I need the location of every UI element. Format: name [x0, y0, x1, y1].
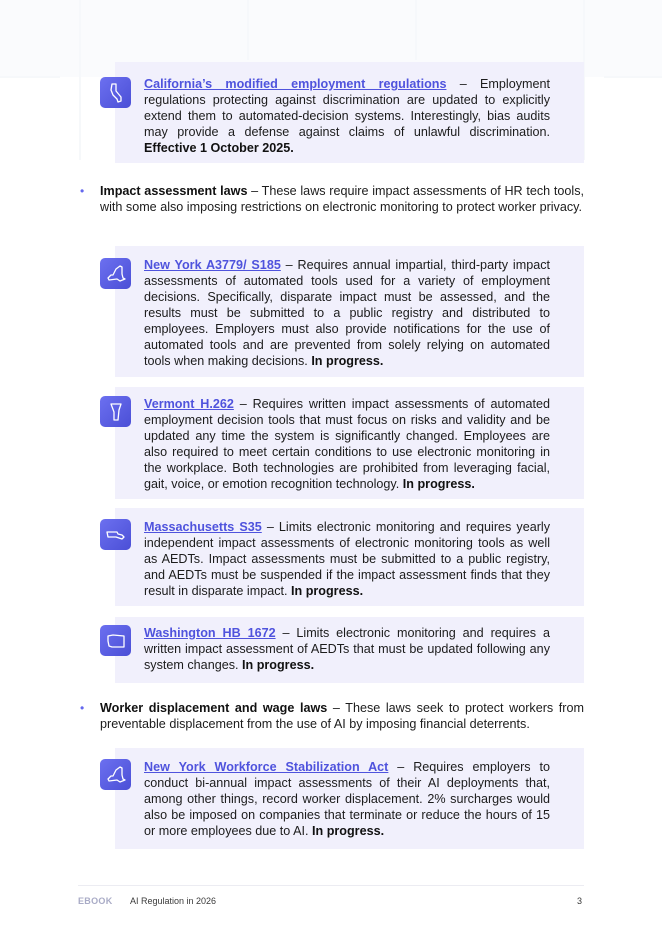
law-link-massachusetts[interactable]: Massachusetts S35 [144, 520, 262, 534]
bullet-worker-displacement [80, 700, 584, 732]
law-description: – Limits electronic monitoring and requires a written impact assessment of AEDTs that must be updated following any system changes. [144, 626, 550, 672]
law-card-text [144, 625, 550, 673]
law-description: – Requires written impact assessments of automated employment decision tools that must focus on risks and validity and be updated any time the system is significantly changed. Employees are also required to meet certain conditions to use electronic monitoring in the workplace. Both technologies are prohibited from leveraging facial, gait, voice, or emotion recognition technology. [144, 397, 550, 491]
page-number: 3 [577, 896, 583, 906]
law-description: – Requires employers to conduct bi-annual impact assessments of their AI deployments that, among other things, record worker displacement. 2% surcharges would also be imposed on companies that terminate or reduce the hours of 15 or more employees due to AI. [144, 760, 550, 838]
law-link-new-york-workforce[interactable]: New York Workforce Stabilization Act [144, 760, 389, 774]
law-description: – Limits electronic monitoring and requires yearly independent impact assessments of electronic monitoring tools as well as AEDTs. Impact assessments must be submitted to a public registry, and AEDTs must be suspended if the impact assessment finds that they result in disparate impact. [144, 520, 550, 598]
footer-title: AI Regulation in 2026 [130, 896, 217, 906]
california-state-icon [100, 77, 131, 108]
law-status: In progress. [291, 584, 364, 598]
bullet-heading: Worker displacement and wage laws [100, 701, 328, 715]
law-card-text [144, 519, 550, 599]
vermont-state-icon [100, 396, 131, 427]
law-link-california[interactable]: California’s modified employment regulations [144, 77, 447, 91]
law-link-new-york-a3779[interactable]: New York A3779/ S185 [144, 258, 281, 272]
bullet-heading: Impact assessment laws [100, 184, 248, 198]
law-card-text [144, 257, 550, 369]
law-status: In progress. [242, 658, 315, 672]
law-link-vermont[interactable]: Vermont H.262 [144, 397, 234, 411]
bullet-impact-assessment [80, 183, 584, 231]
bullet-icon: • [80, 701, 85, 715]
law-card-text [144, 759, 550, 839]
new-york-state-icon [100, 258, 131, 289]
bullet-description: – These laws require impact assessments of HR tech tools, with some also imposing restrictions on electronic monitoring to protect worker privacy. [100, 184, 584, 214]
law-link-washington[interactable]: Washington HB 1672 [144, 626, 276, 640]
law-status: In progress. [311, 354, 384, 368]
bullet-icon: • [80, 184, 85, 198]
law-status: In progress. [312, 824, 385, 838]
law-status: In progress. [402, 477, 475, 491]
law-description: – Employment regulations protecting against discrimination are updated to explicitly extend them to automated-decision systems. Interestingly, bias audits may provide a defense against claims of unlawful discrimination. [144, 77, 551, 139]
footer-label: EBOOK [78, 896, 113, 906]
footer-divider [78, 885, 584, 886]
law-status: Effective 1 October 2025. [144, 141, 294, 155]
bullet-description: – These laws seek to protect workers from preventable displacement from the use of AI by imposing financial deterrents. [100, 701, 584, 731]
washington-state-icon [100, 625, 131, 656]
law-description: – Requires annual impartial, third-party impact assessments of automated tools used for a variety of employment decisions. Specifically, disparate impact must be assessed, and the results must be submitted to a public registry and distributed to employees. Employers must also provide notifications for the use of automated tools and are prevented from solely relying on automated tools when making decisions. [144, 258, 550, 368]
law-card-text [144, 76, 550, 156]
new-york-state-icon [100, 759, 131, 790]
law-card-text [144, 396, 550, 492]
massachusetts-state-icon [100, 519, 131, 550]
